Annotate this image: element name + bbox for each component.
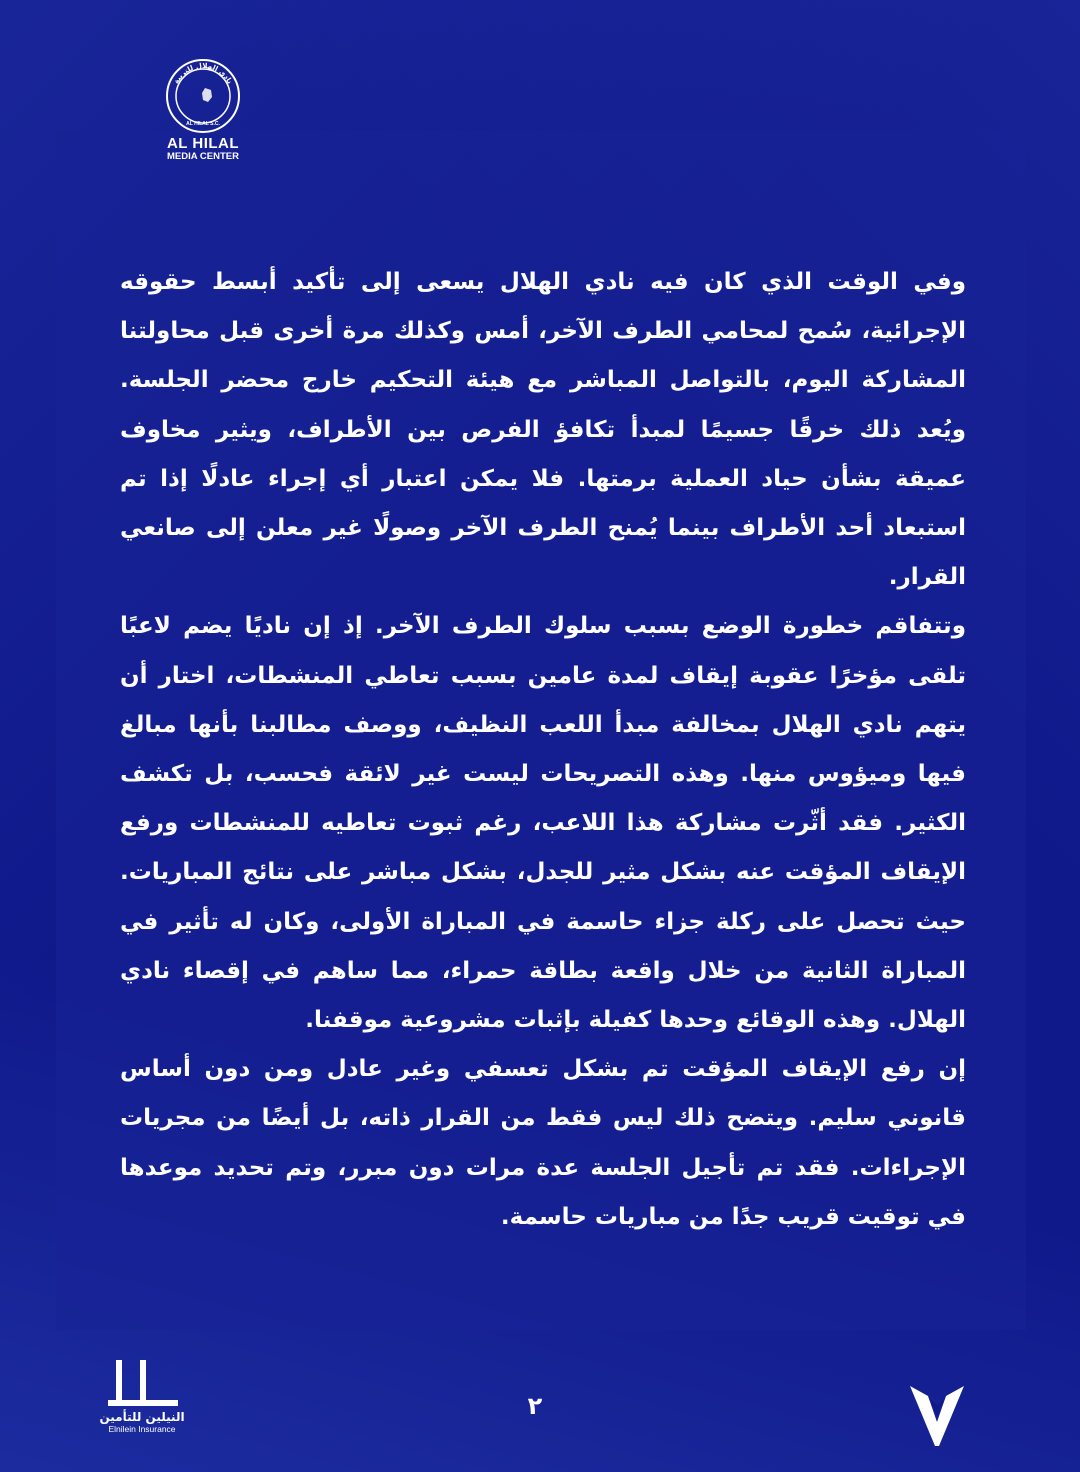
- sponsor-mark-icon: [102, 1358, 182, 1410]
- svg-text:AL HILAL S.C.: AL HILAL S.C.: [186, 121, 220, 127]
- sponsor-logo: [96, 1358, 188, 1434]
- article-paragraph: وفي الوقت الذي كان فيه نادي الهلال يسعى إلى تأكيد أبسط حقوقه الإجرائية، سُمح لمحامي الطرف الآخر، أمس وكذلك مرة أخرى قبل محاولتنا المشاركة اليوم، بالتواصل المباشر مع هيئة التحكيم خارج محضر الجلسة. ويُعد ذلك خرقًا جسيمًا لمبدأ تكافؤ الفرص بين الأطراف، ويثير مخاوف عميقة بشأن حياد العملية برمتها. فلا يمكن اعتبار أي إجراء عادلًا إذا تم استبعاد أحد الأطراف بينما يُمنح الطرف الآخر وصولًا غير معلن إلى صانعي القرار.: [120, 269, 966, 591]
- article-body: [120, 258, 966, 1242]
- sponsor-name-english: Elnilein Insurance: [108, 1424, 176, 1434]
- club-crest-icon: [165, 58, 241, 134]
- kit-sponsor-logo: [908, 1382, 966, 1452]
- sponsor-name-arabic: النيلين للتأمين: [99, 1410, 185, 1424]
- svg-text:نادي الهلال للتربية: نادي الهلال للتربية: [172, 61, 234, 86]
- page-number: ٢: [527, 1392, 543, 1420]
- logo-title: AL HILAL: [166, 135, 240, 152]
- chevron-brand-icon: [908, 1382, 966, 1448]
- article-paragraph: وتتفاقم خطورة الوضع بسبب سلوك الطرف الآخر. إذ إن ناديًا يضم لاعبًا تلقى مؤخرًا عقوبة إيقاف لمدة عامين بسبب تعاطي المنشطات، اختار أن يتهم نادي الهلال بمخالفة مبدأ اللعب النظيف، ووصف مطالبنا بأنها مبالغ فيها وميؤوس منها. وهذه التصريحات ليست غير لائقة فحسب، بل تكشف الكثير. فقد أثّرت مشاركة هذا اللاعب، رغم ثبوت تعاطيه للمنشطات ورفع الإيقاف المؤقت عنه بشكل مثير للجدل، بشكل مباشر على نتائج المباريات. حيث تحصل على ركلة جزاء حاسمة في المباراة الأولى، وكان له تأثير في المباراة الثانية من خلال واقعة بطاقة حمراء، مما ساهم في إقصاء نادي الهلال. وهذه الوقائع وحدها كفيلة بإثبات مشروعية موقفنا.: [120, 613, 966, 1034]
- logo-subtitle: MEDIA CENTER: [167, 151, 239, 162]
- article-paragraph: إن رفع الإيقاف المؤقت تم بشكل تعسفي وغير عادل ومن دون أساس قانوني سليم. ويتضح ذلك ليس فقط من القرار ذاته، بل أيضًا من مجريات الإجراءات. فقد تم تأجيل الجلسة عدة مرات دون مبرر، وتم تحديد موعدها في توقيت قريب جدًا من مباريات حاسمة.: [120, 1056, 966, 1230]
- al-hilal-logo: [163, 58, 243, 162]
